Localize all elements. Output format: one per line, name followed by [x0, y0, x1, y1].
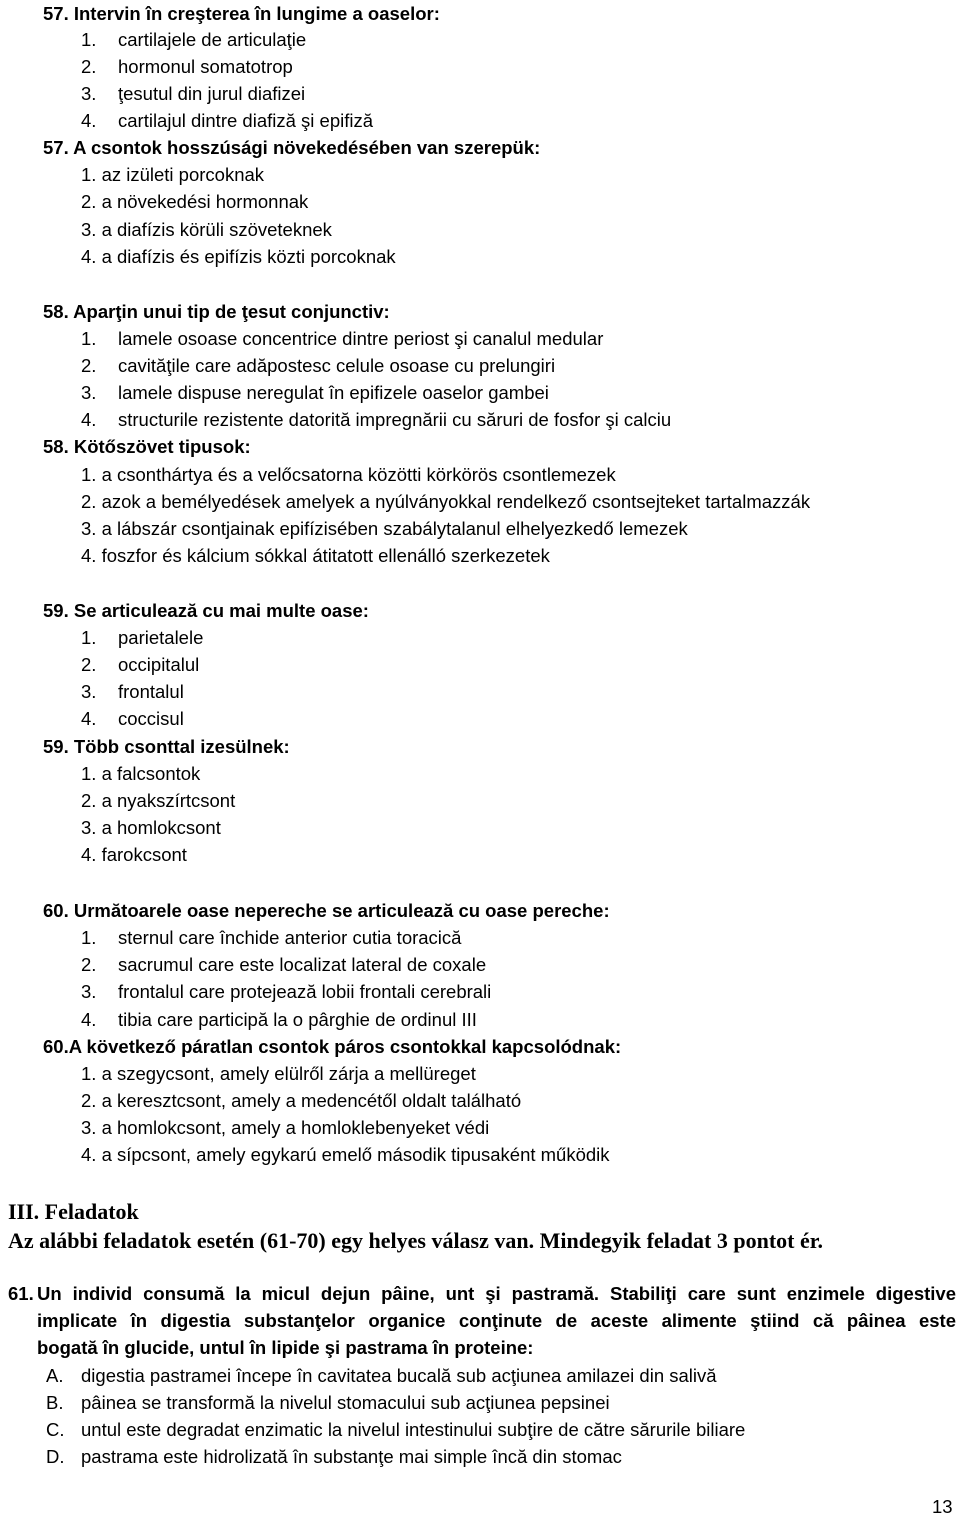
section-instruction: Az alábbi feladatok esetén (61-70) egy helyes válasz van. Mindegyik feladat 3 pontot ér.: [8, 1228, 823, 1253]
option-59-hu-1: 1. a falcsontok: [81, 763, 201, 784]
question-59-hu-title: 59. Több csonttal izesülnek:: [43, 736, 290, 757]
question-57-hu-title: 57. A csontok hosszúsági növekedésében van szerepük:: [43, 137, 541, 158]
option-59-hu-4: 4. farokcsont: [81, 844, 187, 865]
option-59-hu-2: 2. a nyakszírtcsont: [81, 790, 236, 811]
option-59-hu-3: 3. a homlokcsont: [81, 817, 221, 838]
question-61-line-1: Un individ consumă la micul dejun pâine, unt şi pastramă. Stabiliţi care sunt enzimele digestive: [37, 1283, 956, 1304]
option-60-hu-4: 4. a sípcsont, amely egykarú emelő második tipusaként működik: [81, 1144, 610, 1165]
question-61-line-2: implicate în digestia substanţelor organice conţinute de aceste alimente ştiind că pâinea este: [37, 1310, 956, 1331]
option-60-hu-1: 1. a szegycsont, amely elülről zárja a mellüreget: [81, 1063, 476, 1084]
question-57-ro-title: 57. Intervin în creşterea în lungime a oaselor:: [43, 3, 440, 24]
option-57-hu-2: 2. a növekedési hormonnak: [81, 191, 309, 212]
question-58-ro-title: 58. Aparţin unui tip de ţesut conjunctiv:: [43, 301, 390, 322]
option-57-hu-4: 4. a diafízis és epifízis közti porcoknak: [81, 246, 396, 267]
question-60-hu-title: 60.A következő páratlan csontok páros csontokkal kapcsolódnak:: [43, 1036, 622, 1057]
section-heading: III. Feladatok: [8, 1199, 139, 1224]
question-61-number: 61.: [8, 1283, 34, 1304]
option-58-hu-4: 4. foszfor és kálcium sókkal átitatott ellenálló szerkezetek: [81, 545, 550, 566]
question-61-line-3: bogată în glucide, untul în lipide şi pastrama în proteine:: [37, 1337, 534, 1358]
option-57-hu-3: 3. a diafízis körüli szöveteknek: [81, 219, 332, 240]
option-60-hu-3: 3. a homlokcsont, amely a homloklebenyeket védi: [81, 1117, 490, 1138]
option-60-hu-2: 2. a keresztcsont, amely a medencétől oldalt található: [81, 1090, 522, 1111]
option-58-hu-3: 3. a lábszár csontjainak epifízisében szabálytalanul elhelyezkedő lemezek: [81, 518, 688, 539]
option-57-hu-1: 1. az izületi porcoknak: [81, 164, 265, 185]
option-58-hu-1: 1. a csonthártya és a velőcsatorna közötti körkörös csontlemezek: [81, 464, 616, 485]
question-58-hu-title: 58. Kötőszövet tipusok:: [43, 436, 251, 457]
question-60-ro-title: 60. Următoarele oase nepereche se articulează cu oase pereche:: [43, 900, 610, 921]
page-number: 13: [932, 1496, 953, 1517]
option-58-hu-2: 2. azok a bemélyedések amelyek a nyúlványokkal rendelkező csontsejteket tartalmazzák: [81, 491, 811, 512]
question-59-ro-title: 59. Se articulează cu mai multe oase:: [43, 600, 369, 621]
